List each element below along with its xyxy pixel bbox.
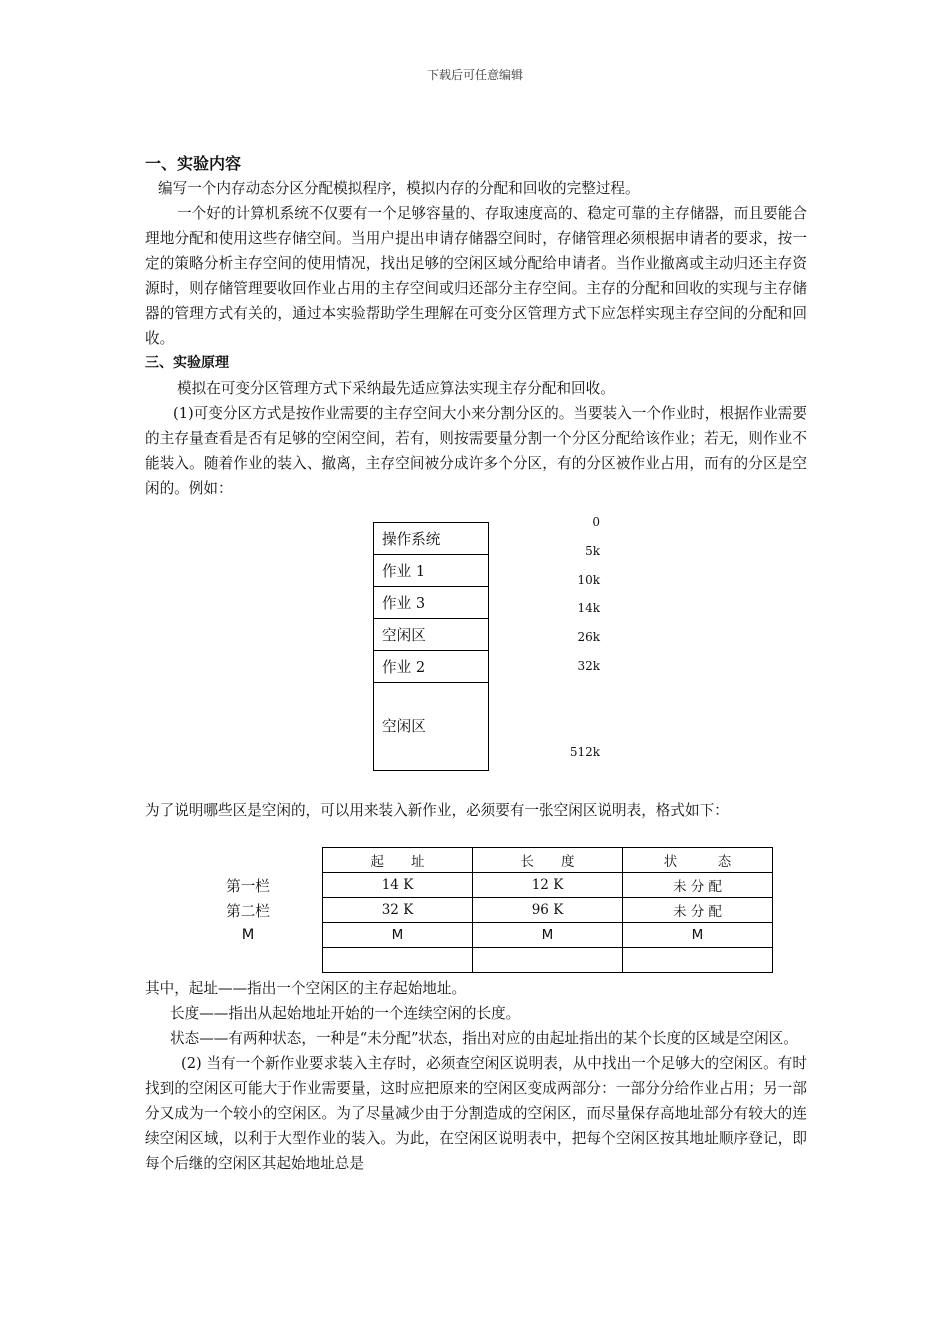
section1-title: 一、实验内容 [145,154,242,173]
table-cell: M [473,923,623,948]
address-label: 32k [577,659,600,673]
table-cell: 12 K [473,873,623,898]
memory-block-job1: 作业 1 [374,555,488,587]
section1-paragraph: 一个好的计算机系统不仅要有一个足够容量的、存取速度高的、稳定可靠的主存储器，而且要能合理地分配和使用这些存储空间。当用户提出申请存储器空间时，存储管理必须根据申请者的要求，按一定的策略分析主存空间的使用情况，找出足够的空闲区域分配给申请者。当作业撤离或主动归还主存资源时，则存储管理要收回作业占用的主存空间或归还部分主存空间。主存的分配和回收的实现与主存储器的管理方式有关的，通过本实验帮助学生理解在可变分区管理方式下应怎样实现主存空间的分配和回收。 [145,205,807,347]
section3-paragraph1: (1)可变分区方式是按作业需要的主存空间大小来分割分区的。当要装入一个作业时，根据作业需要的主存量查看是否有足够的空闲空间，若有，则按需要量分割一个分区分配给该作业；若无，则作业不能装入。随着作业的装入、撤离，主存空间被分成许多个分区，有的分区被作业占用，而有的分区是空闲的。例如： [145,405,807,497]
table-cell [323,948,473,973]
table-row [323,948,773,973]
header-start-address: 起 址 [323,848,473,873]
table-intro: 为了说明哪些区是空闲的，可以用来装入新作业，必须要有一张空闲区说明表，格式如下： [145,802,729,819]
address-label: 512k [569,745,600,759]
section3-title: 三、实验原理 [145,355,229,371]
address-label: 0 [592,515,600,529]
address-label: 10k [577,573,600,587]
table-row-label: M [241,926,255,943]
header-status: 状 态 [623,848,773,873]
table-cell: 未 分 配 [623,898,773,923]
table-cell [473,948,623,973]
table-row [323,898,773,923]
main-content [145,152,807,501]
explain-length: 长度——指出从起始地址开始的一个连续空闲的长度。 [170,1005,521,1022]
explain-allocation: (2) 当有一个新作业要求装入主存时，必须查空闲区说明表，从中找出一个足够大的空闲区。有时找到的空闲区可能大于作业需要量，这时应把原来的空闲区变成两部分：一部分分给作业占用；另一部分又成为一个较小的空闲区。为了尽量减少由于分割造成的空闲区，而尽量保存高地址部分有较大的连续空闲区域，以利于大型作业的装入。为此，在空闲区说明表中，把每个空闲区按其地址顺序登记，即每个后继的空闲区其起始地址总是 [145,1055,807,1172]
explanation-block [145,976,807,1176]
memory-block-free2: 空闲区 [382,718,426,735]
table-intro-block [145,798,807,823]
address-label: 5k [585,544,600,558]
table-cell: 14 K [323,873,473,898]
table-cell: M [623,923,773,948]
address-label: 14k [577,601,600,615]
memory-diagram [373,522,489,771]
table-row-label: 第一栏 [226,878,270,895]
memory-block-job3: 作业 3 [374,587,488,619]
memory-block-free1: 空闲区 [374,619,488,651]
section3-line1: 模拟在可变分区管理方式下采纳最先适应算法实现主存分配和回收。 [177,380,615,397]
free-partition-table [322,847,773,973]
table-row-label: 第二栏 [226,903,270,920]
page-header: 下载后可任意编辑 [426,68,523,82]
memory-block-job2: 作业 2 [374,651,488,683]
section1-line1: 编写一个内存动态分区分配模拟程序，模拟内存的分配和回收的完整过程。 [158,180,640,197]
table-header-row [323,848,773,873]
address-label: 26k [577,630,600,644]
explain-start-address: 其中，起址——指出一个空闲区的主存起始地址。 [145,980,467,997]
table-cell: 未 分 配 [623,873,773,898]
explain-status: 状态——有两种状态，一种是“未分配”状态，指出对应的由起址指出的某个长度的区域是空闲区。 [170,1030,798,1047]
table-cell [623,948,773,973]
table-row [323,923,773,948]
table-cell: 32 K [323,898,473,923]
table-row [323,873,773,898]
table-cell: M [323,923,473,948]
header-length: 长 度 [473,848,623,873]
table-cell: 96 K [473,898,623,923]
memory-block-os: 操作系统 [374,523,488,555]
